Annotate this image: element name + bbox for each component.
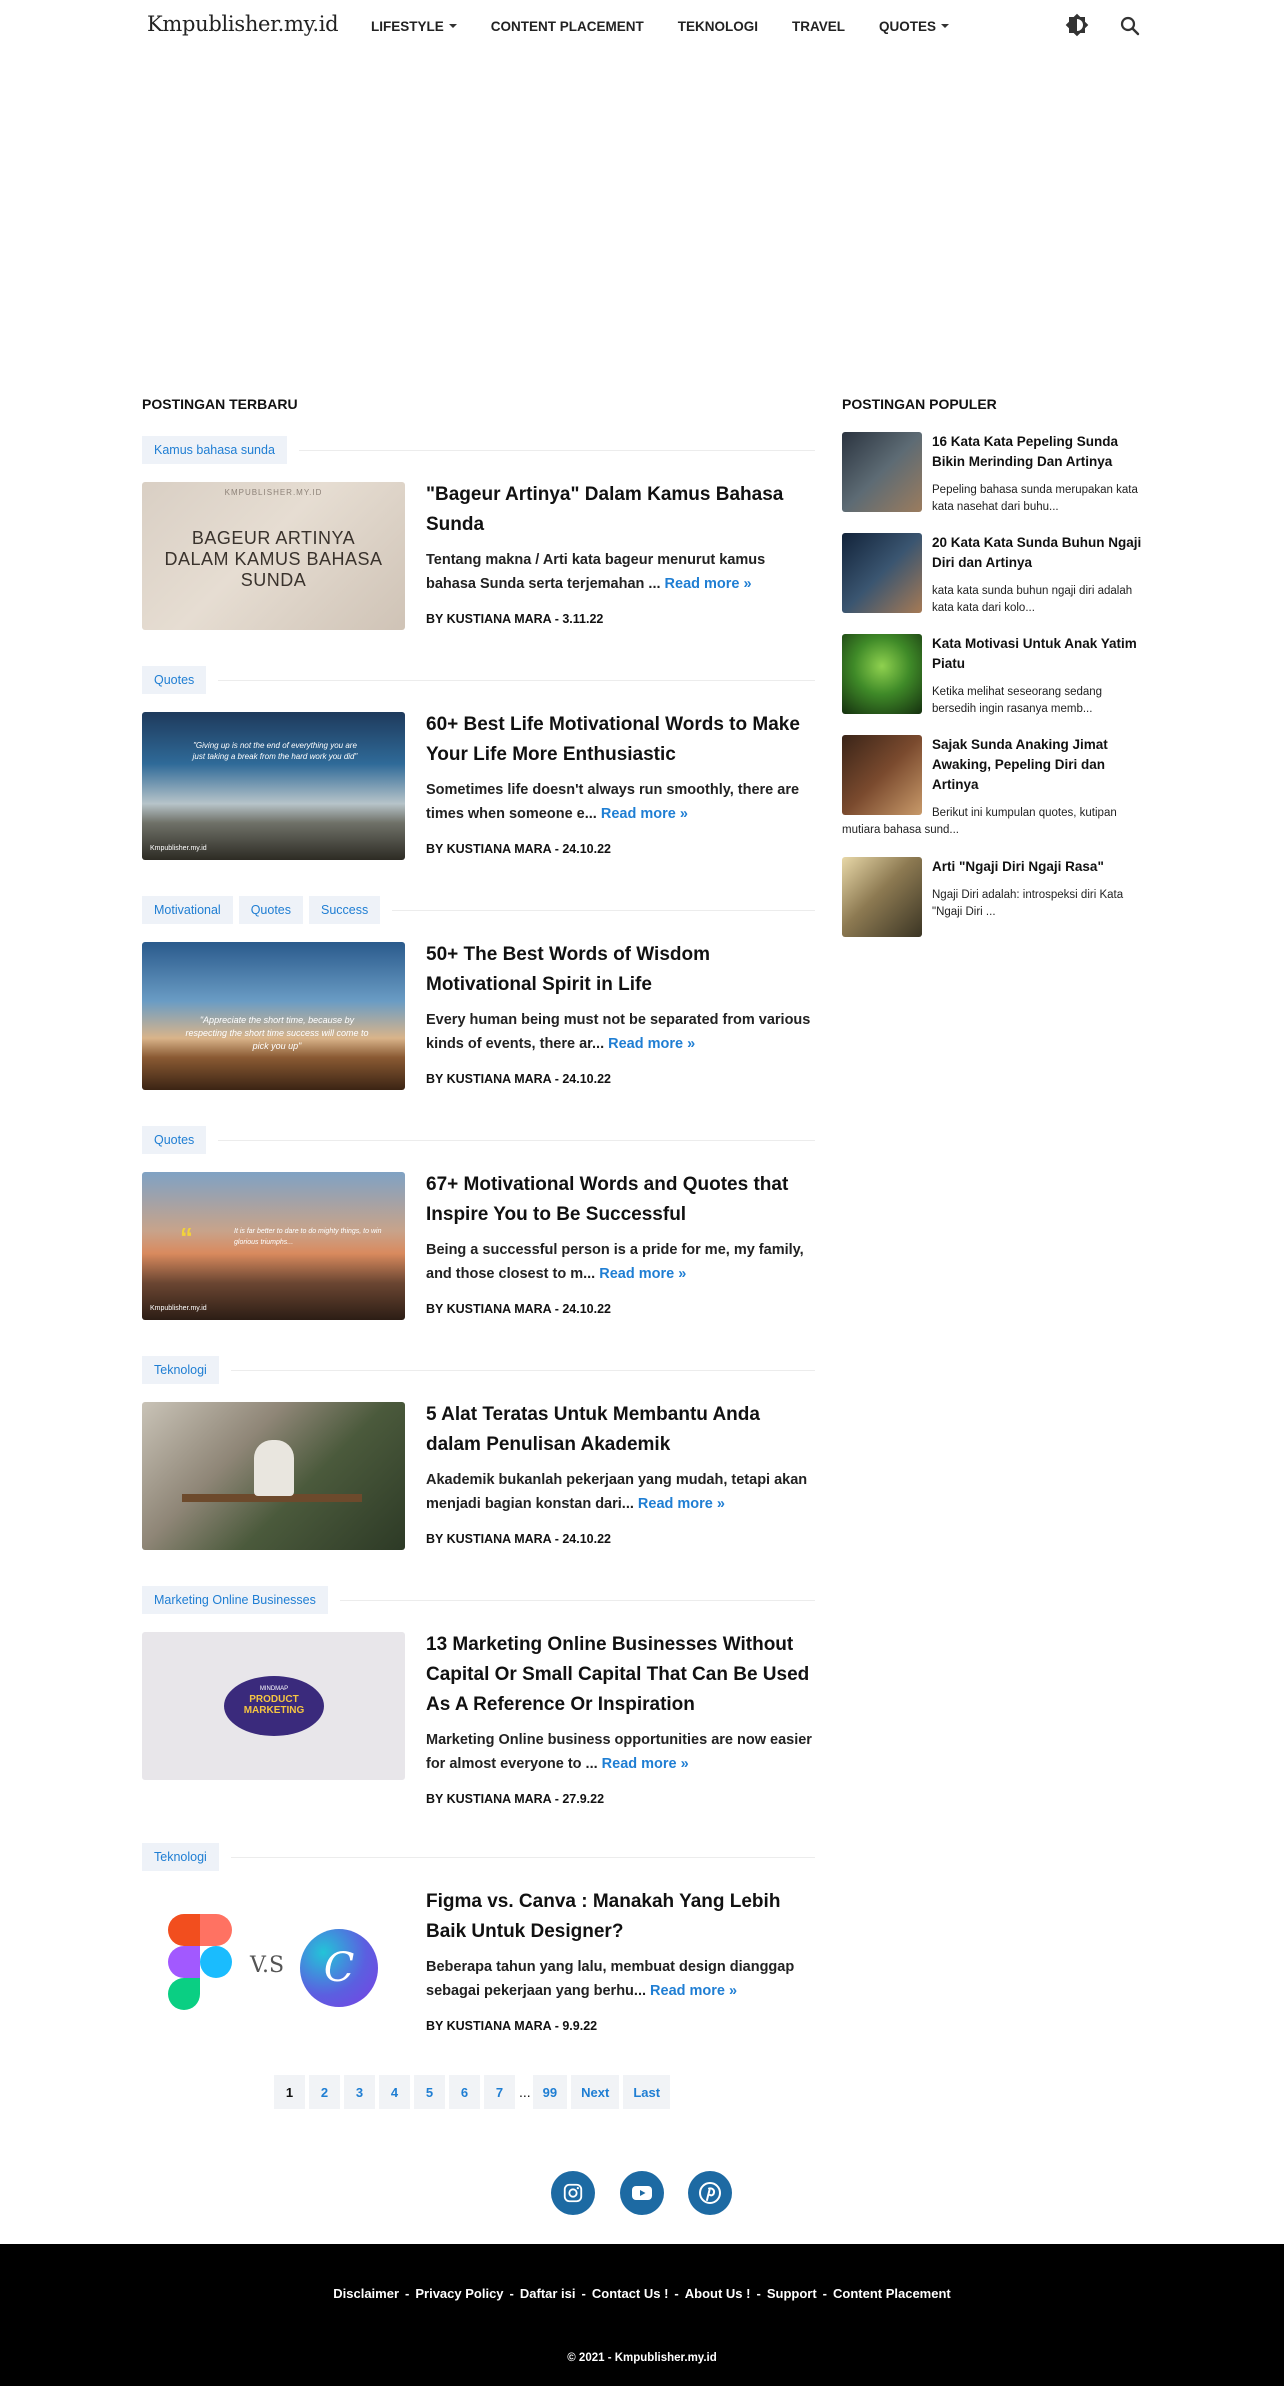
popular-post-thumbnail[interactable] bbox=[842, 432, 922, 512]
page-1-button[interactable]: 1 bbox=[274, 2075, 305, 2109]
post-author[interactable]: BY KUSTIANA MARA bbox=[426, 1532, 552, 1546]
post-byline: BY KUSTIANA MARA - 24.10.22 bbox=[426, 842, 612, 856]
nav-lifestyle[interactable] bbox=[371, 19, 457, 34]
read-more-link[interactable]: Read more » bbox=[608, 1036, 696, 1052]
tag-link[interactable]: Quotes bbox=[239, 896, 303, 924]
latest-posts-title: POSTINGAN TERBARU bbox=[142, 396, 298, 412]
post-byline: BY KUSTIANA MARA - 3.11.22 bbox=[426, 612, 604, 626]
page-6-button[interactable]: 6 bbox=[449, 2075, 480, 2109]
post-thumbnail[interactable] bbox=[142, 1889, 405, 2037]
person-shape bbox=[254, 1440, 294, 1496]
popular-post-title[interactable]: Arti "Ngaji Diri Ngaji Rasa" bbox=[932, 859, 1104, 874]
post-thumbnail[interactable] bbox=[142, 942, 405, 1090]
thumb-brand: KMPUBLISHER.MY.ID bbox=[224, 488, 323, 497]
post-thumbnail[interactable] bbox=[142, 1402, 405, 1550]
popular-post-excerpt: Ngaji Diri adalah: introspeksi diri Kata "Ngaji Diri ... bbox=[932, 889, 1124, 918]
youtube-button[interactable] bbox=[620, 2171, 664, 2215]
page-2-button[interactable]: 2 bbox=[309, 2075, 340, 2109]
footer-link-support[interactable]: Support bbox=[766, 2286, 817, 2301]
post-tags bbox=[142, 1843, 815, 1871]
popular-post-title[interactable]: Kata Motivasi Untuk Anak Yatim Piatu bbox=[932, 636, 1137, 671]
page-7-button[interactable]: 7 bbox=[484, 2075, 515, 2109]
canva-logo-icon bbox=[300, 1929, 378, 2007]
popular-post-excerpt: Ketika melihat seseorang sedang bersedih ingin rasanya memb... bbox=[932, 686, 1103, 715]
post-date: 9.9.22 bbox=[562, 2019, 598, 2033]
tag-link[interactable]: Success bbox=[309, 896, 380, 924]
excerpt-text: Being a successful person is a pride for me, my family, and those closest to m... bbox=[426, 1242, 804, 1282]
popular-post-thumbnail[interactable] bbox=[842, 533, 922, 613]
post-byline: BY KUSTIANA MARA - 24.10.22 bbox=[426, 1532, 612, 1546]
site-logo[interactable]: Kmpublisher.my.id bbox=[147, 12, 339, 36]
post-tags bbox=[142, 1126, 815, 1154]
popular-post-item bbox=[842, 533, 1142, 623]
post-date: 24.10.22 bbox=[562, 1532, 612, 1546]
footer-link-contact-us[interactable]: Contact Us ! bbox=[591, 2286, 669, 2301]
thumb-brand: Kmpublisher.my.id bbox=[150, 1305, 207, 1312]
popular-post-item bbox=[842, 735, 1142, 845]
theme-toggle-icon[interactable] bbox=[1065, 13, 1089, 37]
tag-link[interactable]: Teknologi bbox=[142, 1356, 219, 1384]
post-card bbox=[142, 896, 815, 1096]
page-99-button[interactable]: 99 bbox=[533, 2075, 567, 2109]
thumb-caption: BAGEUR ARTINYA DALAM KAMUS BAHASA SUNDA bbox=[164, 528, 383, 590]
footer-separator: - bbox=[756, 2286, 761, 2301]
excerpt-text: Every human being must not be separated from various kinds of events, there ar... bbox=[426, 1012, 811, 1052]
read-more-link[interactable]: Read more » bbox=[650, 1983, 738, 1999]
chevron-down-icon bbox=[449, 24, 457, 28]
post-title[interactable]: Figma vs. Canva : Manakah Yang Lebih Baik Untuk Designer? bbox=[426, 1891, 781, 1942]
chevron-down-icon bbox=[941, 24, 949, 28]
post-title[interactable]: 60+ Best Life Motivational Words to Make Your Life More Enthusiastic bbox=[426, 714, 800, 765]
footer-link-daftar-isi[interactable]: Daftar isi bbox=[519, 2286, 576, 2301]
post-author[interactable]: BY KUSTIANA MARA bbox=[426, 1302, 552, 1316]
pinterest-icon bbox=[698, 2181, 722, 2205]
post-excerpt bbox=[426, 1008, 815, 1056]
tag-link[interactable]: Marketing Online Businesses bbox=[142, 1586, 328, 1614]
read-more-link[interactable]: Read more » bbox=[664, 576, 752, 592]
site-header bbox=[0, 0, 1284, 52]
last-page-button[interactable]: Last bbox=[623, 2075, 670, 2109]
nav-label: LIFESTYLE bbox=[371, 18, 444, 34]
tag-link[interactable]: Teknologi bbox=[142, 1843, 219, 1871]
popular-post-item bbox=[842, 634, 1142, 724]
post-author[interactable]: BY KUSTIANA MARA bbox=[426, 612, 552, 626]
nav-label: QUOTES bbox=[879, 18, 937, 34]
footer-link-about-us[interactable]: About Us ! bbox=[684, 2286, 751, 2301]
thumb-brand: MINDMAP bbox=[259, 1686, 289, 1692]
post-tags bbox=[142, 1586, 815, 1614]
popular-post-title[interactable]: 16 Kata Kata Pepeling Sunda Bikin Merinding Dan Artinya bbox=[932, 434, 1119, 469]
post-date: 24.10.22 bbox=[562, 1072, 612, 1086]
nav-label: CONTENT PLACEMENT bbox=[490, 18, 644, 34]
nav-travel[interactable] bbox=[792, 19, 845, 34]
read-more-link[interactable]: Read more » bbox=[599, 1266, 687, 1282]
post-excerpt bbox=[426, 1468, 815, 1516]
post-title[interactable]: 67+ Motivational Words and Quotes that Inspire You to Be Successful bbox=[426, 1174, 789, 1225]
excerpt-text: Sometimes life doesn't always run smoothly, there are times when someone e... bbox=[426, 782, 800, 822]
thumb-brand: Kmpublisher.my.id bbox=[150, 845, 207, 852]
popular-post-item bbox=[842, 857, 1142, 947]
next-page-button[interactable]: Next bbox=[571, 2075, 619, 2109]
popular-post-title[interactable]: Sajak Sunda Anaking Jimat Awaking, Pepeling Diri dan Artinya bbox=[932, 737, 1108, 792]
popular-post-title[interactable]: 20 Kata Kata Sunda Buhun Ngaji Diri dan Artinya bbox=[932, 535, 1142, 570]
post-card bbox=[142, 1843, 815, 2043]
post-title[interactable]: "Bageur Artinya" Dalam Kamus Bahasa Sunda bbox=[426, 484, 784, 535]
main-nav bbox=[371, 0, 983, 52]
thumb-caption: "Giving up is not the end of everything you are just taking a break from the hard work you did" bbox=[192, 741, 358, 761]
post-tags bbox=[142, 436, 815, 464]
post-author[interactable]: BY KUSTIANA MARA bbox=[426, 1072, 552, 1086]
footer-link-content-placement[interactable]: Content Placement bbox=[833, 2286, 951, 2301]
excerpt-text: Beberapa tahun yang lalu, membuat design dianggap sebagai pekerjaan yang berhu... bbox=[426, 1959, 795, 1999]
popular-post-thumbnail[interactable] bbox=[842, 857, 922, 937]
post-excerpt bbox=[426, 778, 815, 826]
popular-post-excerpt: Pepeling bahasa sunda merupakan kata kata nasehat dari buhu... bbox=[932, 484, 1138, 513]
post-byline: BY KUSTIANA MARA - 27.9.22 bbox=[426, 1792, 605, 1806]
pagination-ellipsis: ... bbox=[519, 2084, 531, 2100]
post-tags bbox=[142, 1356, 815, 1384]
page-4-button[interactable]: 4 bbox=[379, 2075, 410, 2109]
footer-separator: - bbox=[674, 2286, 679, 2301]
post-byline: BY KUSTIANA MARA - 24.10.22 bbox=[426, 1302, 612, 1316]
post-date: 3.11.22 bbox=[562, 612, 604, 626]
post-byline: BY KUSTIANA MARA - 9.9.22 bbox=[426, 2019, 598, 2033]
nav-content-placement[interactable] bbox=[491, 19, 644, 34]
read-more-link[interactable]: Read more » bbox=[637, 1496, 725, 1512]
post-excerpt bbox=[426, 1238, 815, 1286]
quote-mark-icon: “ bbox=[180, 1222, 193, 1252]
instagram-icon bbox=[562, 2182, 584, 2204]
read-more-link[interactable]: Read more » bbox=[601, 1756, 689, 1772]
youtube-icon bbox=[630, 2181, 654, 2205]
post-tags bbox=[142, 666, 815, 694]
instagram-button[interactable] bbox=[551, 2171, 595, 2215]
popular-post-thumbnail[interactable] bbox=[842, 735, 922, 815]
page-3-button[interactable]: 3 bbox=[344, 2075, 375, 2109]
post-excerpt bbox=[426, 1728, 815, 1776]
site-footer bbox=[0, 2244, 1284, 2386]
tag-link[interactable]: Kamus bahasa sunda bbox=[142, 436, 287, 464]
footer-separator: - bbox=[405, 2286, 410, 2301]
post-author[interactable]: BY KUSTIANA MARA bbox=[426, 1792, 552, 1806]
nav-label: TRAVEL bbox=[792, 18, 846, 34]
tag-link[interactable]: Quotes bbox=[142, 666, 206, 694]
post-date: 27.9.22 bbox=[562, 1792, 605, 1806]
thumb-caption: PRODUCT MARKETING bbox=[243, 1694, 305, 1716]
popular-posts-title: POSTINGAN POPULER bbox=[842, 396, 997, 412]
footer-link-privacy-policy[interactable]: Privacy Policy bbox=[415, 2286, 504, 2301]
post-title[interactable]: 5 Alat Teratas Untuk Membantu Anda dalam Penulisan Akademik bbox=[426, 1404, 760, 1455]
post-card bbox=[142, 1356, 815, 1556]
post-thumbnail[interactable] bbox=[142, 1172, 405, 1320]
footer-link-disclaimer[interactable]: Disclaimer bbox=[333, 2286, 400, 2301]
post-date: 24.10.22 bbox=[562, 842, 612, 856]
excerpt-text: Tentang makna / Arti kata bageur menurut kamus bahasa Sunda serta terjemahan ... bbox=[426, 552, 766, 592]
thumb-caption: It is far better to dare to do mighty things, to win glorious triumphs... bbox=[234, 1228, 382, 1246]
footer-separator: - bbox=[581, 2286, 586, 2301]
post-author[interactable]: BY KUSTIANA MARA bbox=[426, 2019, 552, 2033]
nav-teknologi[interactable] bbox=[678, 19, 758, 34]
nav-label: TEKNOLOGI bbox=[677, 18, 759, 34]
post-card bbox=[142, 1126, 815, 1326]
versus-text: V.S bbox=[250, 1953, 285, 1978]
search-icon[interactable] bbox=[1118, 14, 1142, 38]
thumb-caption: "Appreciate the short time, because by respecting the short time success will come to pick you up" bbox=[185, 1015, 369, 1051]
pinterest-button[interactable] bbox=[688, 2171, 732, 2215]
pagination bbox=[274, 2075, 674, 2109]
footer-links bbox=[0, 2286, 1284, 2301]
post-thumbnail[interactable] bbox=[142, 712, 405, 860]
tag-link[interactable]: Quotes bbox=[142, 1126, 206, 1154]
popular-post-excerpt: kata kata sunda buhun ngaji diri adalah kata kata dari kolo... bbox=[932, 585, 1133, 614]
post-card bbox=[142, 666, 815, 866]
post-excerpt bbox=[426, 1955, 815, 2003]
popular-post-item bbox=[842, 432, 1142, 522]
read-more-link[interactable]: Read more » bbox=[600, 806, 688, 822]
excerpt-text: Akademik bukanlah pekerjaan yang mudah, tetapi akan menjadi bagian konstan dari... bbox=[426, 1472, 808, 1512]
post-title[interactable]: 13 Marketing Online Businesses Without Capital Or Small Capital That Can Be Used As A Reference Or Inspiration bbox=[426, 1634, 810, 1715]
footer-separator: - bbox=[822, 2286, 827, 2301]
post-byline: BY KUSTIANA MARA - 24.10.22 bbox=[426, 1072, 612, 1086]
page-5-button[interactable]: 5 bbox=[414, 2075, 445, 2109]
post-author[interactable]: BY KUSTIANA MARA bbox=[426, 842, 552, 856]
excerpt-text: Marketing Online business opportunities are now easier for almost everyone to ... bbox=[426, 1732, 812, 1772]
post-card bbox=[142, 1586, 815, 1816]
post-excerpt bbox=[426, 548, 815, 596]
post-date: 24.10.22 bbox=[562, 1302, 612, 1316]
canva-letter: C bbox=[323, 1945, 355, 1991]
post-thumbnail[interactable] bbox=[142, 1632, 405, 1780]
footer-separator: - bbox=[509, 2286, 514, 2301]
tag-link[interactable]: Motivational bbox=[142, 896, 233, 924]
post-thumbnail[interactable] bbox=[142, 482, 405, 630]
post-tags bbox=[142, 896, 815, 924]
popular-post-excerpt: Berikut ini kumpulan quotes, kutipan mutiara bahasa sund... bbox=[842, 807, 1117, 836]
figma-logo-icon bbox=[166, 1913, 236, 2013]
popular-post-thumbnail[interactable] bbox=[842, 634, 922, 714]
nav-quotes[interactable] bbox=[879, 19, 949, 34]
post-title[interactable]: 50+ The Best Words of Wisdom Motivational Spirit in Life bbox=[426, 944, 710, 995]
copyright-text: © 2021 - Kmpublisher.my.id bbox=[567, 2352, 717, 2364]
post-card bbox=[142, 436, 815, 636]
